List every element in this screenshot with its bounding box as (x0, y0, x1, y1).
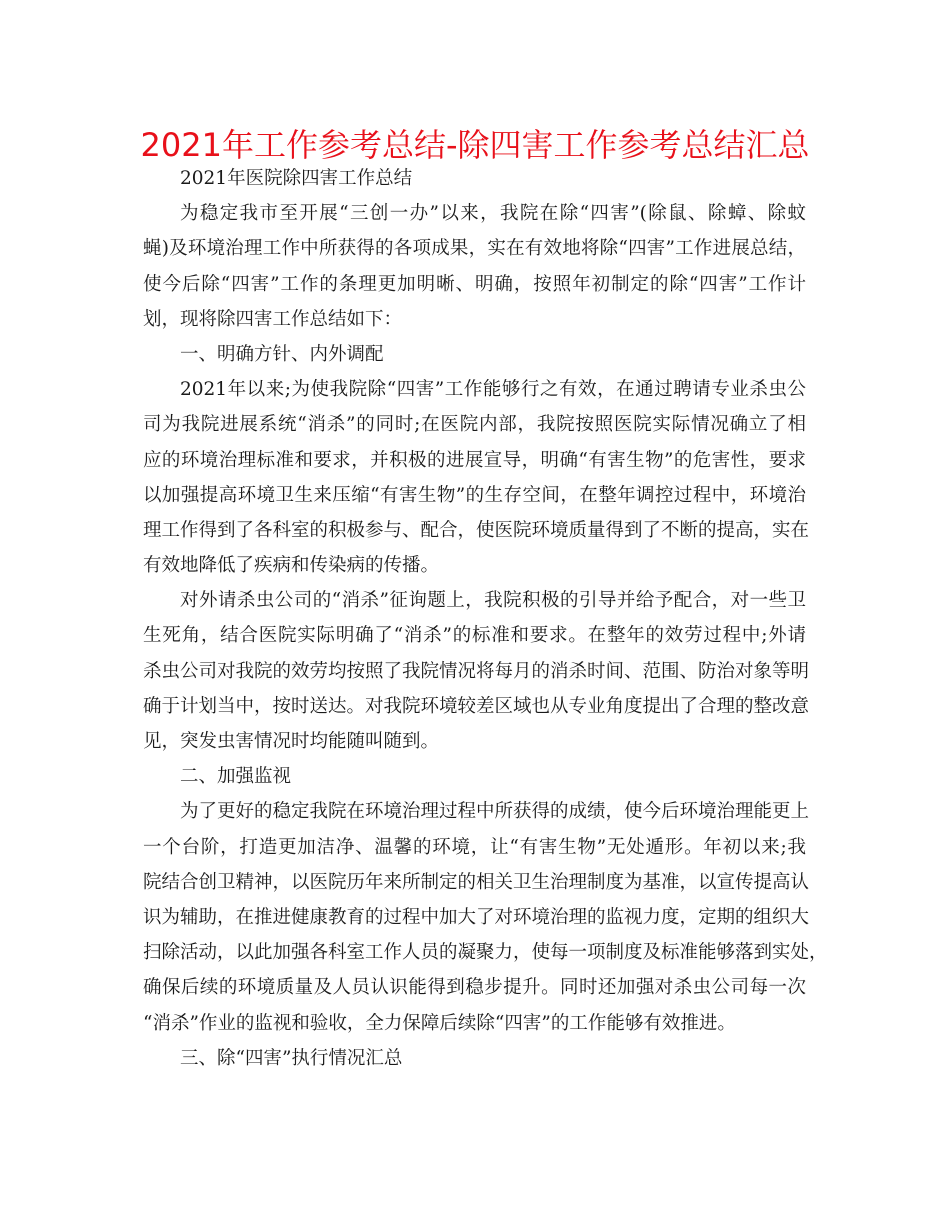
text-line: 划，现将除四害工作总结如下： (143, 308, 403, 330)
text-line: 以加强提高环境卫生来压缩“有害生物”的生存空间，在整年调控过程中，环境治 (143, 484, 806, 506)
text-line: 一个台阶，打造更加洁净、温馨的环境，让“有害生物”无处遁形。年初以来;我 (143, 836, 806, 858)
text-line: 识为辅助，在推进健康教育的过程中加大了对环境治理的监视力度，定期的组织大 (143, 906, 810, 928)
text-line: 三、除“四害”执行情况汇总 (180, 1047, 403, 1069)
text-line: 2021年医院除四害工作总结 (180, 168, 413, 189)
text-line: 为了更好的稳定我院在环境治理过程中所获得的成绩，使今后环境治理能更上 (180, 801, 810, 823)
text-line: 理工作得到了各科室的积极参与、配合，使医院环境质量得到了不断的提高，实在 (143, 519, 810, 541)
document-title: 2021年工作参考总结-除四害工作参考总结汇总 (140, 126, 810, 164)
text-line: 2021年以来;为使我院除“四害”工作能够行之有效，在通过聘请专业杀虫公 (180, 379, 806, 401)
text-line: 对外请杀虫公司的“消杀”征询题上，我院积极的引导并给予配合，对一些卫 (180, 590, 806, 612)
text-line: 为稳定我市至开展“三创一办”以来，我院在除“四害”(除鼠、除蟑、除蚊 (180, 203, 806, 225)
text-line: 应的环境治理标准和要求，并积极的进展宣导，明确“有害生物”的危害性，要求 (143, 449, 806, 471)
text-line: 确保后续的环境质量及人员认识能得到稳步提升。同时还加强对杀虫公司每一次 (143, 977, 806, 999)
text-line: 使今后除“四害”工作的条理更加明晰、明确，按照年初制定的除“四害”工作计 (143, 273, 806, 295)
text-line: 扫除活动，以此加强各科室工作人员的凝聚力，使每一项制度及标准能够落到实处， (143, 942, 828, 964)
text-line: “消杀”作业的监视和验收，全力保障后续除“四害”的工作能够有效推进。 (143, 1012, 736, 1034)
text-line: 杀虫公司对我院的效劳均按照了我院情况将每月的消杀时间、范围、防治对象等明 (143, 660, 810, 682)
text-line: 见，突发虫害情况时均能随叫随到。 (143, 731, 440, 752)
document-body (143, 161, 828, 1076)
text-line: 院结合创卫精神，以医院历年来所制定的相关卫生治理制度为基准，以宣传提高认 (143, 871, 810, 893)
text-line: 确于计划当中，按时送达。对我院环境较差区域也从专业角度提出了合理的整改意 (143, 695, 810, 717)
text-line: 二、加强监视 (180, 766, 292, 788)
text-line: 生死角，结合医院实际明确了“消杀”的标准和要求。在整年的效劳过程中;外请 (143, 625, 806, 647)
text-line: 一、明确方针、内外调配 (180, 343, 384, 365)
text-line: 有效地降低了疾病和传染病的传播。 (143, 555, 440, 577)
text-line: 司为我院进展系统“消杀”的同时;在医院内部，我院按照医院实际情况确立了相 (143, 414, 806, 436)
text-line: 蝇)及环境治理工作中所获得的各项成果，实在有效地将除“四害”工作进展总结， (143, 238, 806, 260)
